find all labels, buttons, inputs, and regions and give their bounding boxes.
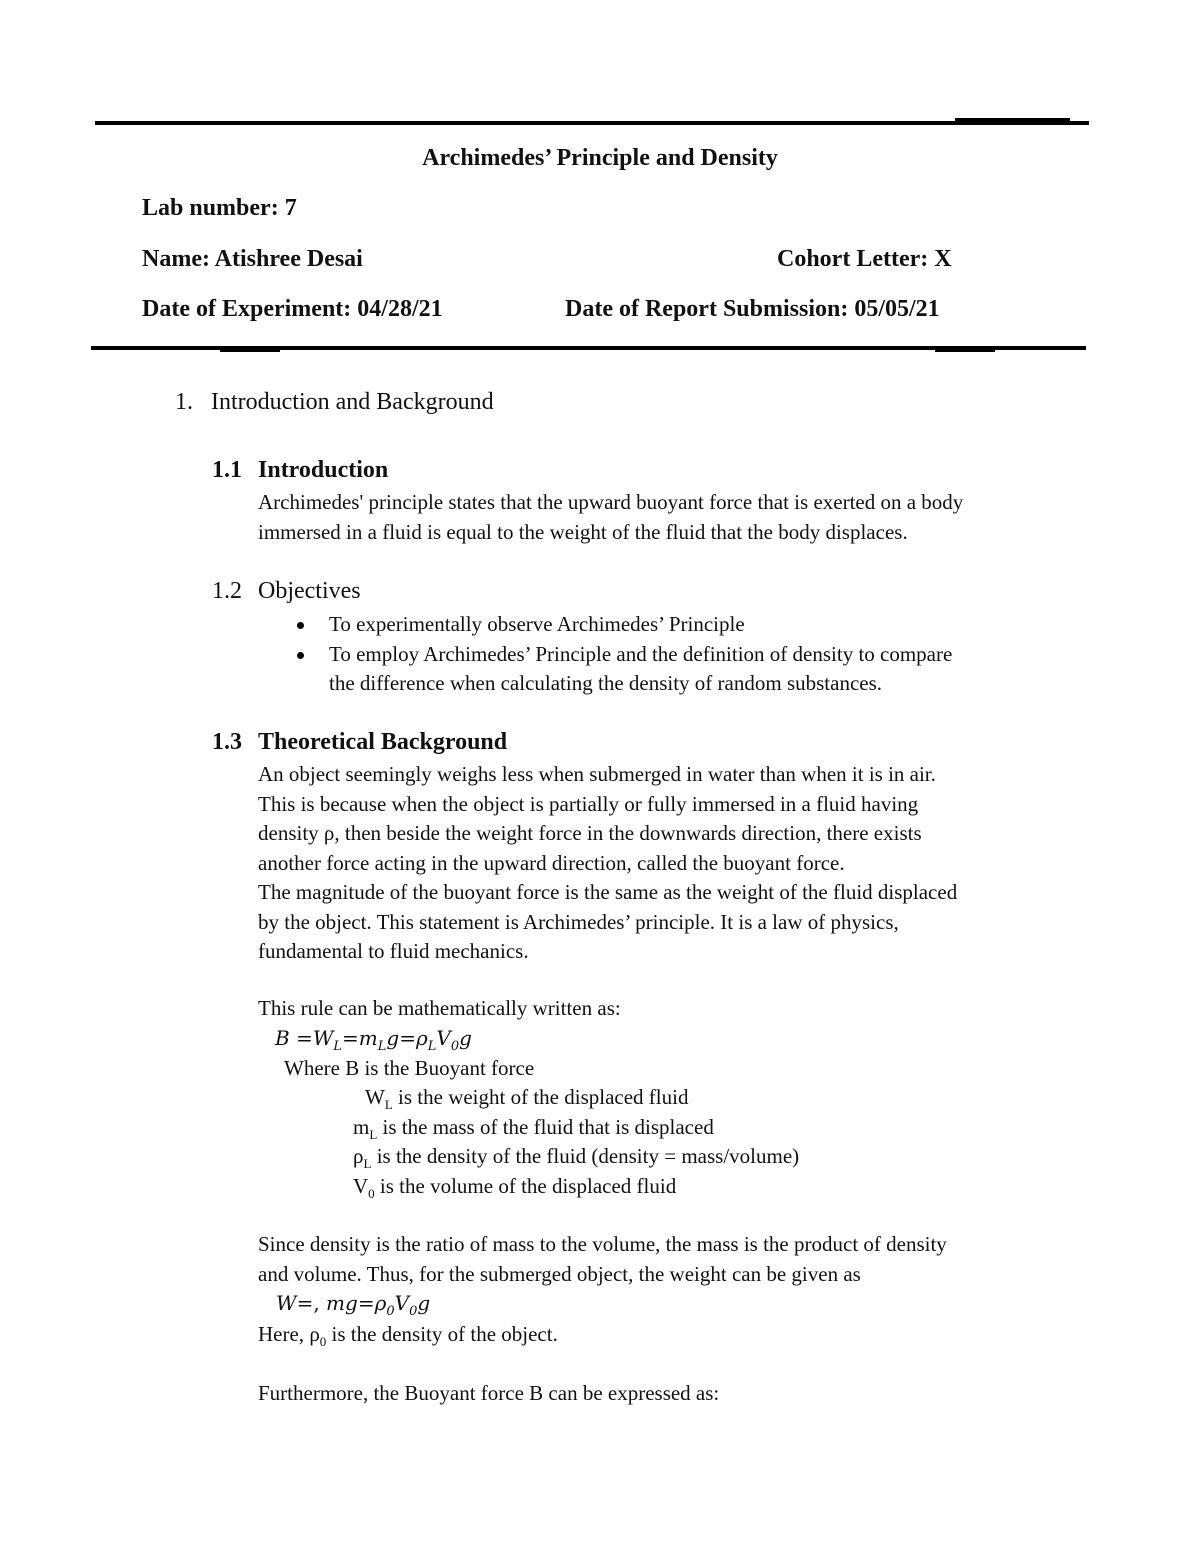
- here-line: Here, $\rho_0$ is the density of the object.: [258, 1322, 558, 1350]
- final-line: Furthermore, the Buoyant force B can be expressed as:: [258, 1381, 720, 1405]
- cohort-value: X: [934, 246, 952, 272]
- density-line: Since density is the ratio of mass to the volume, the mass is the product of density: [258, 1232, 947, 1256]
- density-paragraph: [258, 1230, 947, 1289]
- top-rule: [95, 121, 1089, 125]
- where-rhol-line: $\rho_L$ is the density of the fluid (density = mass/volume): [353, 1144, 800, 1172]
- date-of-experiment: [142, 296, 443, 323]
- lab-number-value: 7: [284, 195, 297, 221]
- section-1-1-number: 1.1: [212, 457, 242, 483]
- theory-line: another force acting in the upward direction, called the buoyant force.: [258, 850, 845, 875]
- bottom-rule-accent-right: [935, 350, 995, 352]
- section-1-2-heading: [212, 578, 361, 605]
- name-label: Name:: [142, 246, 210, 272]
- section-1-2-number: 1.2: [212, 578, 242, 604]
- section-1-1-heading: [212, 457, 388, 484]
- section-1-heading: [175, 389, 494, 416]
- intro-line: immersed in a fluid is equal to the weight of the fluid that the body displaces.: [258, 519, 908, 544]
- theory-line: density ρ, then beside the weight force in the downwards direction, there exists: [258, 821, 922, 845]
- date-sub-label: Date of Report Submission:: [565, 296, 849, 322]
- document-title: Archimedes’ Principle and Density: [422, 145, 778, 171]
- intro-paragraph: [258, 488, 963, 547]
- theory-line: The magnitude of the buoyant force is the same as the weight of the fluid displaced: [258, 880, 958, 904]
- theory-line: An object seemingly weighs less when submerged in water than when it is in air.: [258, 762, 936, 786]
- cohort-letter: [777, 246, 952, 273]
- section-1-3-heading: [212, 729, 507, 756]
- section-1-2-title: Objectives: [258, 578, 361, 604]
- list-item-continuation: the difference when calculating the density of random substances.: [329, 671, 883, 695]
- date-exp-label: Date of Experiment:: [142, 296, 352, 322]
- buoyant-force-equation: $B =W_L=m_Lg=\rho_LV_0g$: [275, 1026, 472, 1054]
- intro-line: Archimedes' principle states that the upward buoyant force that is exerted on a body: [258, 490, 964, 514]
- section-1-title: Introduction and Background: [211, 389, 494, 415]
- name-value: Atishree Desai: [214, 246, 363, 272]
- section-1-3-title: Theoretical Background: [258, 729, 508, 755]
- bottom-rule-accent: [220, 350, 280, 352]
- theory-line: fundamental to fluid mechanics.: [258, 939, 529, 963]
- objectives-list: [297, 610, 952, 699]
- cohort-label: Cohort Letter:: [777, 246, 929, 272]
- lab-number: [142, 195, 297, 222]
- theory-paragraph: [258, 760, 957, 967]
- section-1-1-title: Introduction: [258, 457, 389, 483]
- bullet-icon: [297, 652, 304, 659]
- rule-intro: This rule can be mathematically written as:: [258, 996, 621, 1020]
- weight-equation: W=, $mg=\rho_0V_0g$: [276, 1291, 431, 1319]
- list-item: To employ Archimedes’ Principle and the definition of density to compare the difference when calculating the density of random substances.: [297, 640, 952, 699]
- date-sub-value: 05/05/21: [854, 296, 940, 322]
- list-item: To experimentally observe Archimedes’ Principle: [297, 610, 952, 640]
- theory-line: by the object. This statement is Archimedes’ principle. It is a law of physics,: [258, 909, 899, 934]
- top-rule-accent: [955, 118, 1070, 121]
- theory-line: This is because when the object is partially or fully immersed in a fluid having: [258, 791, 919, 816]
- section-1-number: 1.: [175, 389, 193, 415]
- date-exp-value: 04/28/21: [357, 296, 443, 322]
- where-wl-line: $W_L$ is the weight of the displaced fluid: [365, 1085, 689, 1113]
- section-1-3-number: 1.3: [212, 729, 242, 755]
- lab-number-label: Lab number:: [142, 195, 279, 221]
- bullet-icon: [297, 622, 304, 629]
- where-v0-line: $V_0$ is the volume of the displaced fluid: [353, 1174, 677, 1202]
- student-name: [142, 246, 363, 273]
- where-b-line: Where B is the Buoyant force: [284, 1056, 535, 1080]
- density-line: and volume. Thus, for the submerged object, the weight can be given as: [258, 1261, 861, 1286]
- where-ml-line: $m_L$ is the mass of the fluid that is displaced: [353, 1115, 714, 1143]
- date-of-submission: [565, 296, 940, 323]
